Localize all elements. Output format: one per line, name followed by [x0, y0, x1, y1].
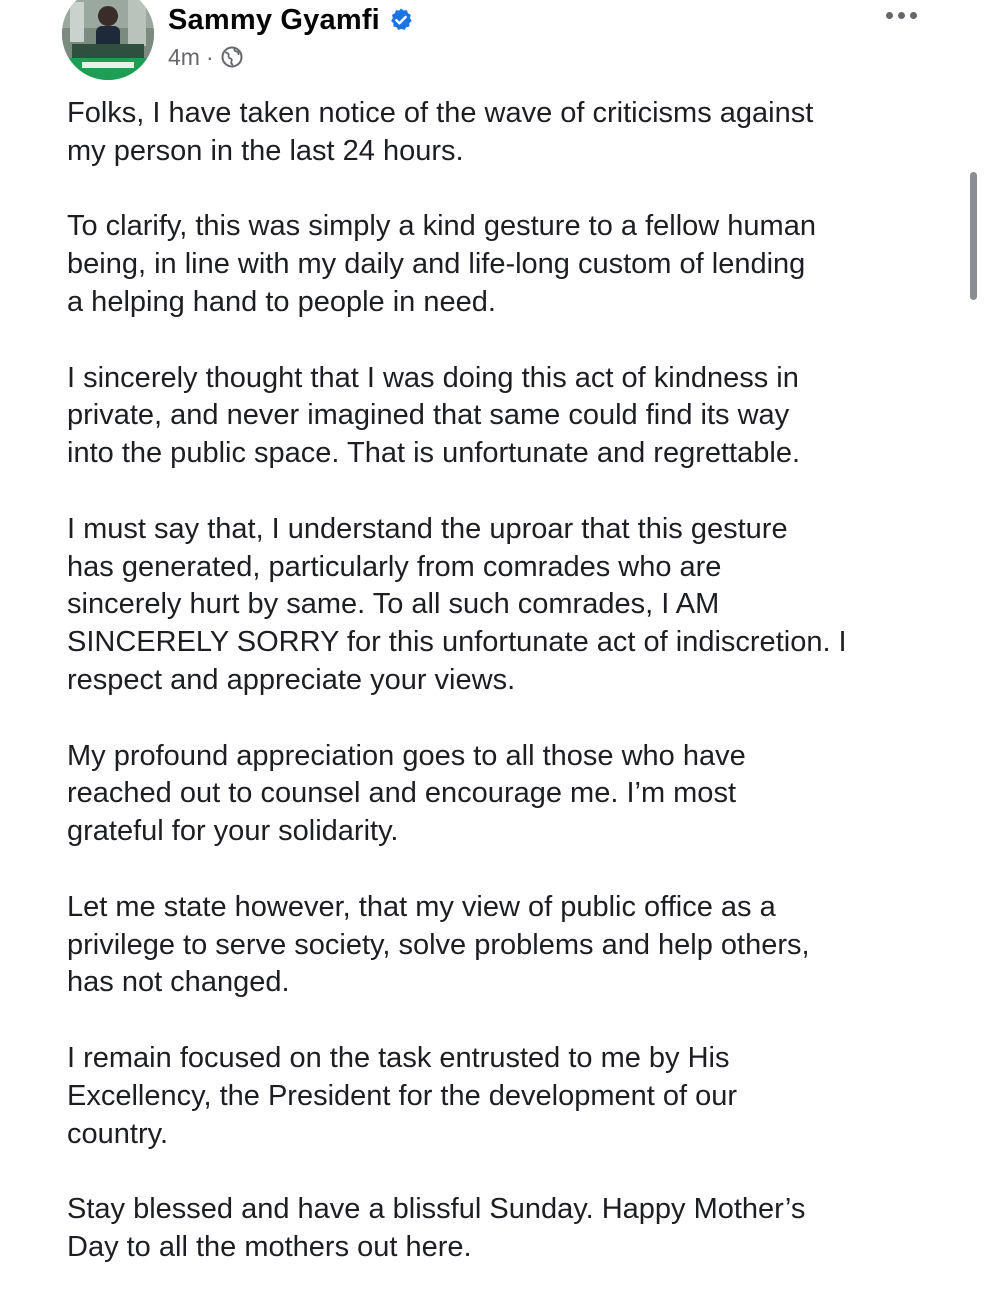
globe-icon[interactable]	[220, 45, 244, 69]
post-timestamp[interactable]: 4m	[168, 43, 200, 70]
more-dot	[898, 12, 905, 19]
post-meta	[168, 42, 244, 72]
post-paragraph: My profound appreciation goes to all those who have reached out to counsel and encourage me. I’m most grateful for your solidarity.	[67, 739, 746, 848]
more-dot	[886, 12, 893, 19]
post-paragraph: I sincerely thought that I was doing this act of kindness in private, and never imagined that same could find its way into the public space. That is unfortunate and regrettable.	[67, 361, 801, 470]
avatar-photo	[62, 0, 154, 80]
post-paragraph: Stay blessed and have a blissful Sunday. Happy Mother’s Day to all the mothers out here.	[67, 1193, 806, 1263]
post-paragraph: I must say that, I understand the uproar that this gesture has generated, particularly from comrades who are sincerely hurt by same. To all such comrades, I AM SINCERELY SORRY for this unfortunate act of indiscretion. I respect and appreciate your views.	[67, 512, 847, 696]
post-paragraph: I remain focused on the task entrusted to me by His Excellency, the President for the development of our country.	[67, 1041, 738, 1150]
verified-badge-icon	[388, 7, 414, 33]
post-paragraph: Folks, I have taken notice of the wave of criticisms against my person in the last 24 hours.	[67, 97, 814, 167]
author-row	[168, 0, 414, 40]
author-name[interactable]: Sammy Gyamfi	[168, 3, 380, 36]
post-paragraph: To clarify, this was simply a kind gesture to a fellow human being, in line with my daily and life-long custom of lending a helping hand to people in need.	[67, 210, 816, 318]
avatar[interactable]	[62, 0, 154, 80]
scrollbar[interactable]	[970, 172, 977, 300]
meta-separator: ·	[205, 43, 214, 70]
more-options-icon[interactable]	[878, 0, 924, 30]
post-paragraph: Let me state however, that my view of public office as a privilege to serve society, solve problems and help others, has not changed.	[67, 890, 810, 999]
more-dot	[910, 12, 917, 19]
post-header	[0, 0, 987, 90]
post-body	[67, 95, 947, 1305]
